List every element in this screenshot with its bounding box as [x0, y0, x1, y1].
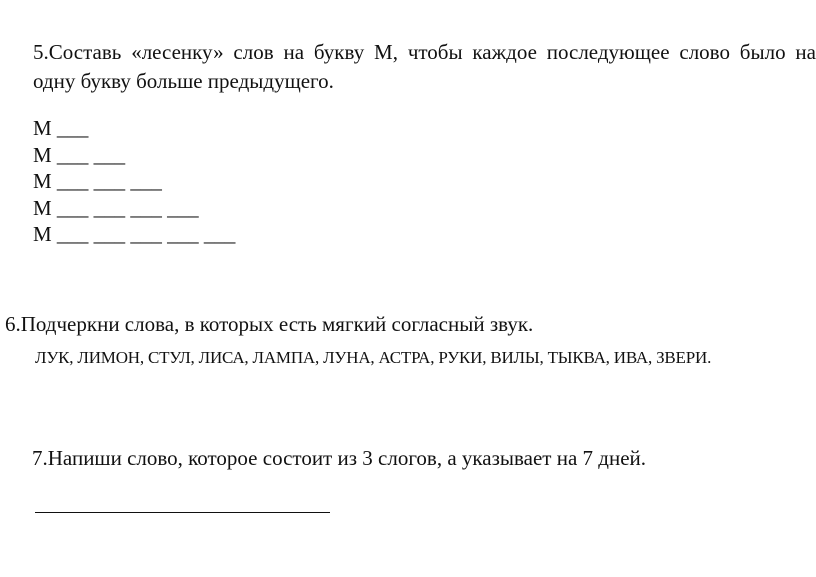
task-5: [33, 38, 816, 96]
answer-blank-line: [35, 512, 330, 513]
task-5-instruction-line-2: одну букву больше предыдущего.: [33, 69, 334, 93]
ladder-row-3: М ___ ___ ___: [33, 169, 162, 193]
task-5-instruction-line-1: 5.Составь «лесенку» слов на букву М, чтобы каждое последующее слово было на: [33, 40, 816, 64]
task-7-instruction: 7.Напиши слово, которое состоит из 3 слогов, а указывает на 7 дней.: [32, 446, 647, 470]
ladder-row-2: М ___ ___: [33, 142, 126, 167]
word-ladder: [33, 115, 235, 248]
task-6-instruction: 6.Подчеркни слова, в которых есть мягкий согласный звук.: [5, 312, 534, 336]
ladder-row-5: М ___ ___ ___ ___ ___: [33, 222, 236, 246]
ladder-row-4: М ___ ___ ___ ___: [33, 195, 199, 220]
ladder-row-1: М ___: [33, 116, 89, 140]
task-6-word-list: ЛУК, ЛИМОН, СТУЛ, ЛИСА, ЛАМПА, ЛУНА, АСТРА, РУКИ, ВИЛЫ, ТЫКВА, ИВА, ЗВЕРИ.: [35, 348, 712, 367]
